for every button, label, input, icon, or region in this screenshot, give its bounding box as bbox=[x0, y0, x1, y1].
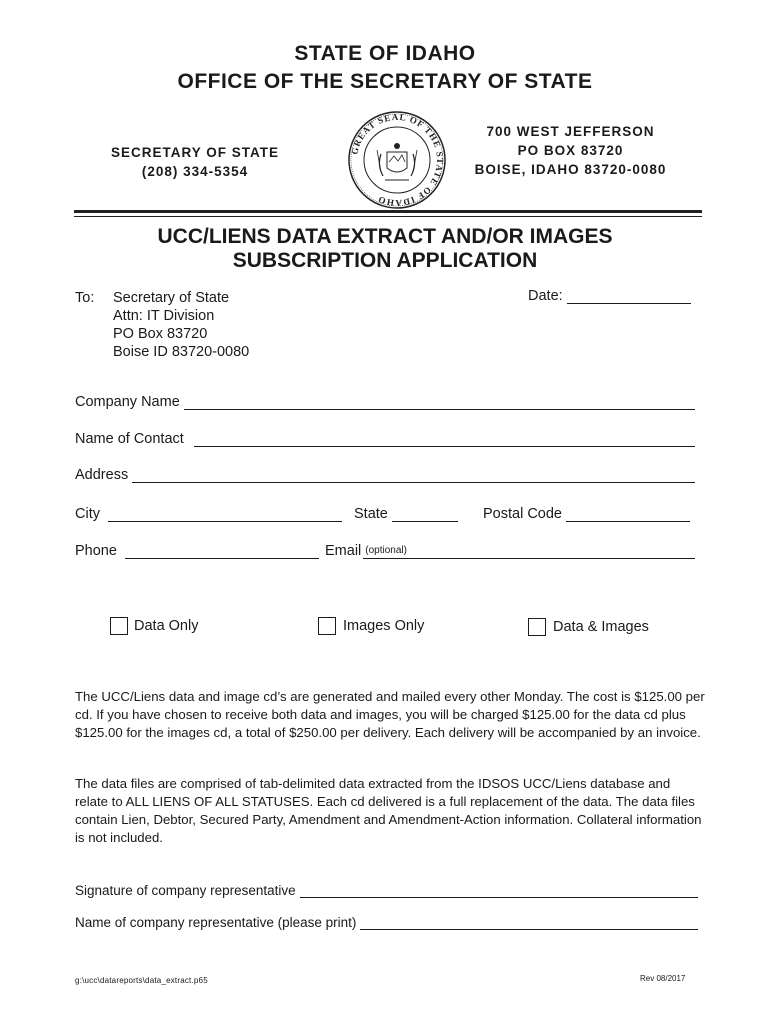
date-input[interactable] bbox=[567, 289, 691, 304]
cost-description-paragraph: The UCC/Liens data and image cd’s are generated and mailed every other Monday. The cost is $125.00 per cd. If you have chosen to receive both data and images, you will be charged $125.00 for the data cd plus $125.00 for the images cd, a total of $250.00 per delivery. Each delivery will be accompanied by an invoice. bbox=[75, 689, 705, 740]
to-line: Boise ID 83720-0080 bbox=[113, 344, 250, 360]
print-name-field bbox=[75, 915, 698, 930]
date-field bbox=[528, 288, 691, 304]
postal-code-label: Postal Code bbox=[483, 506, 562, 522]
address-label: Address bbox=[75, 467, 129, 483]
secretary-phone: (208) 334-5354 bbox=[141, 164, 249, 179]
city-input[interactable] bbox=[108, 507, 342, 522]
address-field bbox=[75, 467, 695, 483]
city-field bbox=[75, 506, 342, 522]
to-address-block bbox=[113, 289, 249, 361]
state-field bbox=[354, 506, 458, 522]
office-address bbox=[463, 122, 678, 179]
to-line: Attn: IT Division bbox=[113, 308, 215, 324]
signature-label: Signature of company representative bbox=[75, 883, 296, 898]
contact-name-input[interactable] bbox=[194, 432, 695, 447]
signature-field bbox=[75, 883, 698, 898]
secretary-title: SECRETARY OF STATE bbox=[110, 145, 279, 160]
option-data-and-images[interactable] bbox=[528, 618, 649, 636]
to-label: To: bbox=[75, 290, 95, 306]
to-line: Secretary of State bbox=[113, 290, 230, 306]
footer-file-path: g:\ucc\datareports\data_extract.p65 bbox=[75, 976, 208, 985]
email-input[interactable] bbox=[363, 544, 695, 559]
state-label: State bbox=[354, 506, 388, 522]
form-title-line2: SUBSCRIPTION APPLICATION bbox=[232, 249, 538, 272]
data-only-checkbox[interactable] bbox=[110, 617, 128, 635]
footer-revision: Rev 08/2017 bbox=[640, 974, 686, 983]
contact-name-label: Name of Contact bbox=[75, 431, 184, 447]
company-name-input[interactable] bbox=[184, 395, 695, 410]
city-label: City bbox=[75, 506, 100, 522]
data-and-images-checkbox[interactable] bbox=[528, 618, 546, 636]
option-data-only[interactable] bbox=[110, 617, 198, 635]
address-street: 700 WEST JEFFERSON bbox=[486, 124, 655, 139]
phone-field bbox=[75, 543, 319, 559]
state-input[interactable] bbox=[392, 507, 458, 522]
address-input[interactable] bbox=[132, 468, 695, 483]
email-field bbox=[325, 543, 695, 559]
phone-input[interactable] bbox=[125, 544, 319, 559]
email-label: Email bbox=[325, 543, 362, 559]
company-name-field bbox=[75, 394, 695, 410]
images-only-label: Images Only bbox=[343, 618, 425, 634]
idaho-state-seal-icon bbox=[347, 110, 447, 210]
secretary-of-state-label bbox=[100, 143, 290, 181]
data-files-description-paragraph: The data files are comprised of tab-delimited data extracted from the IDSOS UCC/Liens database and relate to ALL LIENS OF ALL STATUSES. Each cd delivered is a full replacement of the data. The data files contain Lien, Debtor, Secured Party, Amendment and Amendment-Action information. Collateral information is not included. bbox=[75, 776, 702, 845]
address-po-box: PO BOX 83720 bbox=[517, 143, 624, 158]
option-images-only[interactable] bbox=[318, 617, 424, 635]
svg-text:GREAT SEAL OF THE STATE OF IDA: GREAT SEAL OF THE STATE OF IDAHO bbox=[349, 111, 446, 209]
date-label: Date: bbox=[528, 288, 563, 304]
header-state-title: STATE OF IDAHO bbox=[294, 42, 476, 65]
data-and-images-label: Data & Images bbox=[553, 619, 649, 635]
signature-input[interactable] bbox=[300, 883, 698, 898]
header-office-title: OFFICE OF THE SECRETARY OF STATE bbox=[177, 70, 593, 93]
to-line: PO Box 83720 bbox=[113, 326, 208, 342]
header-divider-thin bbox=[74, 216, 702, 217]
postal-code-input[interactable] bbox=[566, 507, 690, 522]
print-name-label: Name of company representative (please print) bbox=[75, 915, 357, 930]
company-name-label: Company Name bbox=[75, 394, 180, 410]
address-city: BOISE, IDAHO 83720-0080 bbox=[474, 162, 667, 177]
data-only-label: Data Only bbox=[134, 618, 199, 634]
form-title-line1: UCC/LIENS DATA EXTRACT AND/OR IMAGES bbox=[157, 225, 613, 248]
phone-label: Phone bbox=[75, 543, 117, 559]
header-divider-thick bbox=[74, 210, 702, 213]
print-name-input[interactable] bbox=[360, 915, 698, 930]
email-optional-note: (optional) bbox=[365, 545, 407, 556]
contact-name-field bbox=[75, 431, 695, 447]
images-only-checkbox[interactable] bbox=[318, 617, 336, 635]
postal-code-field bbox=[483, 506, 690, 522]
